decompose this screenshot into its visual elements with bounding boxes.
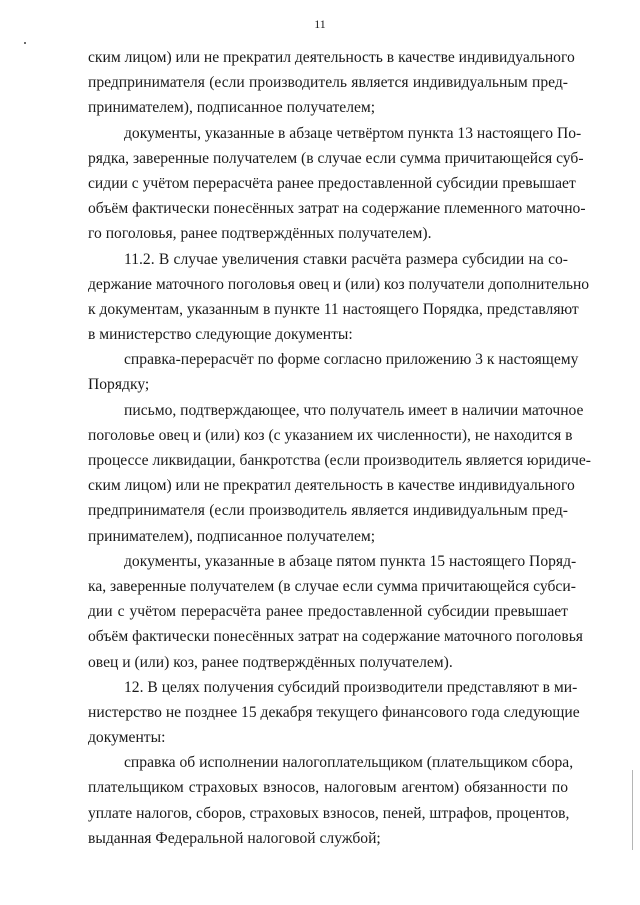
text-line: 11.2. В случае увеличения ставки расчёта размера субсидии на со-	[124, 250, 568, 268]
text-line: документы:	[88, 729, 166, 747]
scan-edge-mark	[632, 770, 633, 850]
scan-dot	[24, 42, 26, 44]
text-line: го поголовья, ранее подтверждённых получателем).	[88, 225, 432, 243]
text-line: нистерство не позднее 15 декабря текущего финансового года следующие	[88, 703, 580, 721]
text-line: овец и (или) коз, ранее подтверждённых получателем).	[88, 653, 453, 671]
text-line: предпринимателя (если производитель является индивидуальным пред-	[88, 74, 568, 92]
text-line: процессе ликвидации, банкротства (если производитель является юридиче-	[88, 452, 591, 469]
text-line: Порядку;	[88, 376, 150, 394]
text-line: уплате налогов, сборов, страховых взносов, пеней, штрафов, процентов,	[88, 804, 570, 822]
text-line: объём фактически понесённых затрат на содержание племенного маточно-	[88, 200, 586, 218]
text-line: ка, заверенные получателем (в случае если сумма причитающейся субси-	[88, 577, 576, 595]
text-line: документы, указанные в абзаце четвёртом пункта 13 настоящего По-	[124, 124, 582, 142]
document-body	[88, 45, 591, 851]
text-line: сидии с учётом перерасчёта ранее предоставленной субсидии превышает	[88, 174, 576, 192]
text-line: предпринимателя (если производитель является индивидуальным пред-	[88, 502, 568, 520]
text-line: объём фактически понесённых затрат на содержание маточного поголовья	[88, 628, 583, 646]
text-line: 12. В целях получения субсидий производители представляют в ми-	[124, 678, 578, 696]
text-line: справка об исполнении налогоплательщиком (плательщиком сбора,	[124, 754, 574, 772]
text-line: плательщиком страховых взносов, налоговым агентом) обязанности по	[88, 779, 568, 797]
text-line: письмо, подтверждающее, что получатель имеет в наличии маточное	[124, 401, 584, 419]
text-line: справка-перерасчёт по форме согласно приложению 3 к настоящему	[124, 351, 579, 369]
text-line: в министерство следующие документы:	[88, 326, 353, 344]
text-line: выданная Федеральной налоговой службой;	[88, 829, 381, 847]
page-number: 11	[314, 17, 326, 31]
text-line: дии с учётом перерасчёта ранее предоставленной субсидии превышает	[88, 603, 568, 621]
text-line: поголовье овец и (или) коз (с указанием их численности), не находится в	[88, 426, 573, 444]
text-line: ским лицом) или не прекратил деятельность в качестве индивидуального	[88, 49, 575, 66]
text-line: держание маточного поголовья овец и (или) коз получатели дополнительно	[88, 275, 590, 293]
text-line: рядка, заверенные получателем (в случае если сумма причитающейся суб-	[88, 149, 584, 167]
text-line: к документам, указанным в пункте 11 настоящего Порядка, представляют	[88, 300, 579, 318]
text-line: ским лицом) или не прекратил деятельность в качестве индивидуального	[88, 477, 575, 495]
text-line: принимателем), подписанное получателем;	[88, 99, 376, 117]
text-line: принимателем), подписанное получателем;	[88, 527, 376, 545]
text-line: документы, указанные в абзаце пятом пункта 15 настоящего Поряд-	[124, 552, 577, 570]
